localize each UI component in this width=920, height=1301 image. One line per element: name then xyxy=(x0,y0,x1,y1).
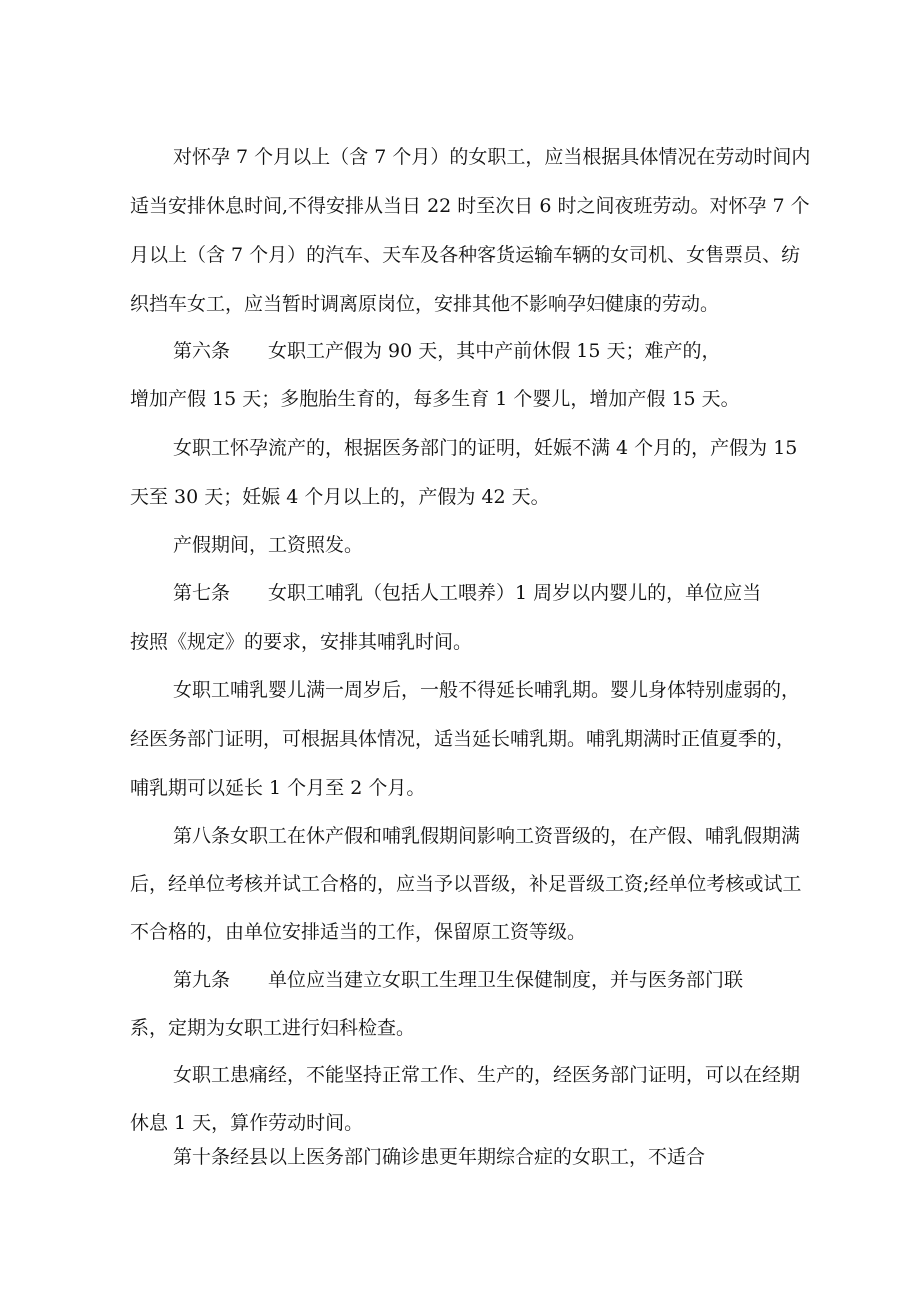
text-line: 女职工患痛经，不能坚持正常工作、生产的，经医务部门证明，可以在经期 xyxy=(173,1064,801,1086)
text-line: 织挡车女工，应当暂时调离原岗位，安排其他不影响孕妇健康的劳动。 xyxy=(130,293,720,315)
text-line: 天至 30 天；妊娠 4 个月以上的，产假为 42 天。 xyxy=(130,486,550,508)
text-line: 女职工哺乳婴儿满一周岁后，一般不得延长哺乳期。婴儿身体特别虚弱的， xyxy=(173,679,801,701)
text-line: 经医务部门证明，可根据具体情况，适当延长哺乳期。哺乳期满时正值夏季的， xyxy=(130,728,796,750)
article-8-line: 第八条女职工在休产假和哺乳假期间影响工资晋级的，在产假、哺乳假期满 xyxy=(173,825,801,847)
text-line: 哺乳期可以延长 1 个月至 2 个月。 xyxy=(130,777,426,799)
text-line: 后，经单位考核并试工合格的，应当予以晋级，补足晋级工资;经单位考核或试工 xyxy=(130,873,802,895)
text-line: 按照《规定》的要求，安排其哺乳时间。 xyxy=(130,631,473,653)
article-6-heading-line: 第六条 女职工产假为 90 天，其中产前休假 15 天；难产的， xyxy=(173,340,721,362)
text-line: 月以上（含 7 个月）的汽车、天车及各种客货运输车辆的女司机、女售票员、纺 xyxy=(130,244,801,266)
text-line: 增加产假 15 天；多胞胎生育的，每多生育 1 个婴儿，增加产假 15 天。 xyxy=(130,388,740,410)
text-line: 适当安排休息时间,不得安排从当日 22 时至次日 6 时之间夜班劳动。对怀孕 7 个 xyxy=(130,195,810,217)
text-line: 女职工怀孕流产的，根据医务部门的证明，妊娠不满 4 个月的，产假为 15 xyxy=(173,437,798,459)
text-line: 不合格的，由单位安排适当的工作，保留原工资等级。 xyxy=(130,921,587,943)
article-10-line: 第十条经县以上医务部门确诊患更年期综合症的女职工，不适合 xyxy=(173,1146,706,1168)
text-line: 休息 1 天，算作劳动时间。 xyxy=(130,1112,364,1134)
text-line: 产假期间，工资照发。 xyxy=(173,534,364,556)
text-line: 对怀孕 7 个月以上（含 7 个月）的女职工，应当根据具体情况在劳动时间内 xyxy=(173,146,811,168)
article-9-heading-line: 第九条 单位应当建立女职工生理卫生保健制度，并与医务部门联 xyxy=(173,969,744,991)
article-7-heading-line: 第七条 女职工哺乳（包括人工喂养）1 周岁以内婴儿的，单位应当 xyxy=(173,582,762,604)
text-line: 系，定期为女职工进行妇科检查。 xyxy=(130,1017,416,1039)
